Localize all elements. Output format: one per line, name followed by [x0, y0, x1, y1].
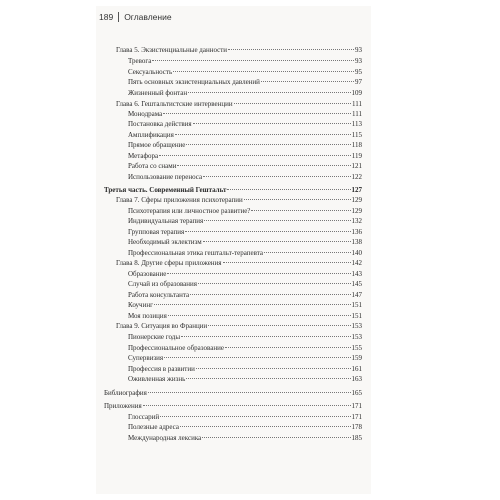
toc-entry-page: 171	[351, 413, 362, 421]
toc-entry-title: Профессиональная этика гештальт-терапевта	[128, 249, 264, 257]
toc-entry-title: Тревога	[128, 57, 152, 65]
toc-leader-dots	[180, 426, 351, 427]
toc-entry	[104, 186, 362, 195]
toc-leader-dots	[154, 304, 351, 305]
toc-entry-page: 136	[351, 228, 362, 236]
toc-leader-dots	[164, 357, 350, 358]
toc-entry	[128, 434, 362, 443]
toc-entry-page: 95	[355, 68, 362, 76]
toc-entry	[116, 322, 362, 331]
toc-entry-page: 97	[355, 78, 362, 86]
toc-leader-dots	[173, 71, 354, 72]
toc-leader-dots	[223, 262, 351, 263]
toc-entry-page: 151	[351, 312, 362, 320]
toc-entry-page: 151	[351, 301, 362, 309]
toc-entry-page: 119	[351, 152, 362, 160]
toc-leader-dots	[185, 231, 350, 232]
toc-entry-page: 185	[351, 434, 362, 442]
toc-leader-dots	[204, 220, 350, 221]
toc-entry-title: Профессия в развитии	[128, 365, 195, 373]
toc-entry-page: 140	[351, 249, 362, 257]
toc-entry	[128, 301, 362, 310]
toc-entry	[128, 152, 362, 161]
toc-entry-title: Постановка действия	[128, 120, 192, 128]
toc-entry-title: Приложения	[104, 402, 142, 410]
toc-entry	[104, 402, 362, 411]
toc-entry-page: 145	[351, 280, 362, 288]
toc-leader-dots	[186, 378, 350, 379]
toc-entry-title: Третья часть. Современный Гештальт	[104, 186, 227, 194]
toc-leader-dots	[203, 241, 351, 242]
toc-entry	[116, 196, 362, 205]
toc-entry	[104, 389, 362, 398]
toc-entry	[128, 365, 362, 374]
toc-leader-dots	[177, 165, 350, 166]
toc-entry-page: 142	[351, 259, 362, 267]
toc-entry	[128, 207, 362, 216]
toc-entry	[128, 413, 362, 422]
toc-entry	[128, 291, 362, 300]
toc-entry-page: 171	[351, 402, 362, 410]
toc-leader-dots	[193, 123, 351, 124]
toc-leader-dots	[198, 283, 351, 284]
toc-entry-title: Библиография	[104, 389, 147, 397]
toc-entry-title: Монодрама	[128, 110, 163, 118]
toc-leader-dots	[251, 210, 350, 211]
toc-entry	[128, 238, 362, 247]
toc-entry-page: 178	[351, 423, 362, 431]
toc-entry	[116, 46, 362, 55]
toc-entry-title: Работа со снами	[128, 162, 177, 170]
toc-entry-page: 129	[351, 196, 362, 204]
toc-entry	[128, 120, 362, 129]
toc-entry-title: Пять основных экзистенциальных давлений	[128, 78, 260, 86]
toc-entry-title: Метафора	[128, 152, 159, 160]
toc-entry	[128, 354, 362, 363]
toc-entry	[128, 89, 362, 98]
toc-entry-title: Необходимый эклектизм	[128, 238, 202, 246]
toc-entry	[128, 344, 362, 353]
toc-entry	[128, 280, 362, 289]
toc-leader-dots	[228, 49, 354, 50]
toc-entry-page: 118	[351, 141, 362, 149]
toc-leader-dots	[159, 155, 351, 156]
toc-leader-dots	[186, 144, 350, 145]
toc-leader-dots	[244, 199, 351, 200]
header-title: Оглавление	[124, 12, 172, 22]
toc-entry-title: Глава 5. Экзистенциальные данности	[116, 46, 228, 54]
toc-entry-page: 153	[351, 322, 362, 330]
toc-entry	[128, 57, 362, 66]
toc-leader-dots	[152, 60, 354, 61]
toc-leader-dots	[264, 252, 350, 253]
toc-entry	[128, 162, 362, 171]
toc-entry-title: Жизненный фонтан	[128, 89, 188, 97]
toc-entry-page: 122	[351, 173, 362, 181]
toc-leader-dots	[227, 189, 350, 190]
toc-entry-page: 161	[351, 365, 362, 373]
toc-leader-dots	[143, 405, 351, 406]
toc-entry-title: Амплификация	[128, 131, 174, 139]
toc-entry-title: Глава 9. Ситуация во Франции	[116, 322, 208, 330]
toc-leader-dots	[225, 347, 351, 348]
toc-entry-title: Случай из образования	[128, 280, 197, 288]
toc-entry-title: Профессиональное образование	[128, 344, 224, 352]
toc-entry	[128, 131, 362, 140]
toc-entry-page: 127	[351, 186, 362, 194]
toc-entry-title: Психотерапия или личностное развитие?	[128, 207, 251, 215]
toc-entry-page: 129	[351, 207, 362, 215]
toc-entry-page: 132	[351, 217, 362, 225]
toc-entry-page: 93	[355, 46, 362, 54]
toc-leader-dots	[203, 176, 350, 177]
toc-entry-title: Глава 7. Сферы приложения психотерапии	[116, 196, 243, 204]
toc-entry-title: Сексуальность	[128, 68, 173, 76]
toc-entry-title: Работа консультанта	[128, 291, 190, 299]
toc-entry-title: Полезные адреса	[128, 423, 179, 431]
toc-entry-page: 111	[352, 110, 362, 118]
toc-entry-page: 93	[355, 57, 362, 65]
toc-entry	[116, 100, 362, 109]
toc-entry-page: 165	[351, 389, 362, 397]
toc-entry	[128, 110, 362, 119]
toc-entry	[128, 270, 362, 279]
toc-leader-dots	[261, 81, 354, 82]
toc-leader-dots	[202, 437, 350, 438]
toc-entry-title: Коучинг	[128, 301, 153, 309]
toc-entry	[128, 375, 362, 384]
toc-entry-page: 147	[351, 291, 362, 299]
toc-entry-title: Прямое обращение	[128, 141, 186, 149]
toc-entry-title: Использование переноса	[128, 173, 203, 181]
toc-entry	[128, 141, 362, 150]
toc-entry	[128, 333, 362, 342]
toc-leader-dots	[234, 103, 351, 104]
toc-entry-title: Глава 8. Другие сферы приложения	[116, 259, 222, 267]
toc-leader-dots	[163, 113, 351, 114]
toc-entry	[116, 259, 362, 268]
toc-leader-dots	[208, 325, 350, 326]
toc-entry-page: 143	[351, 270, 362, 278]
toc-entry-page: 155	[351, 344, 362, 352]
toc-entry-page: 111	[352, 100, 362, 108]
toc-entry-page: 153	[351, 333, 362, 341]
toc-leader-dots	[175, 134, 351, 135]
toc-entry-page: 163	[351, 375, 362, 383]
toc-entry-title: Групповая терапия	[128, 228, 185, 236]
toc-entry	[128, 312, 362, 321]
toc-entry-title: Глава 6. Гештальтистские интервенции	[116, 100, 233, 108]
toc-entry-page: 109	[351, 89, 362, 97]
toc-entry-title: Международная лексика	[128, 434, 202, 442]
toc-entry-title: Моя позиция	[128, 312, 167, 320]
toc-leader-dots	[167, 273, 350, 274]
toc-entry-title: Образование	[128, 270, 167, 278]
toc-leader-dots	[148, 392, 351, 393]
toc-entry-title: Оживленная жизнь	[128, 375, 186, 383]
toc-leader-dots	[190, 294, 350, 295]
toc-entry-title: Супервизия	[128, 354, 164, 362]
toc-entry-page: 121	[351, 162, 362, 170]
toc-entry	[128, 228, 362, 237]
toc-entry-page: 113	[351, 120, 362, 128]
toc-entry-title: Индивидуальная терапия	[128, 217, 204, 225]
toc-entry-title: Глоссарий	[128, 413, 160, 421]
toc-entry	[128, 217, 362, 226]
toc-entry-page: 138	[351, 238, 362, 246]
toc-entry	[128, 173, 362, 182]
toc-entry-page: 159	[351, 354, 362, 362]
toc-leader-dots	[168, 315, 351, 316]
toc-leader-dots	[160, 416, 350, 417]
toc-entry-title: Пионерские годы	[128, 333, 181, 341]
toc-entry	[128, 68, 362, 77]
toc-leader-dots	[181, 336, 350, 337]
toc-entry	[128, 78, 362, 87]
toc-leader-dots	[196, 368, 351, 369]
toc-entry-page: 115	[351, 131, 362, 139]
page-number: 189	[99, 12, 114, 22]
toc-entry	[128, 249, 362, 258]
toc-entry	[128, 423, 362, 432]
toc-leader-dots	[188, 92, 350, 93]
